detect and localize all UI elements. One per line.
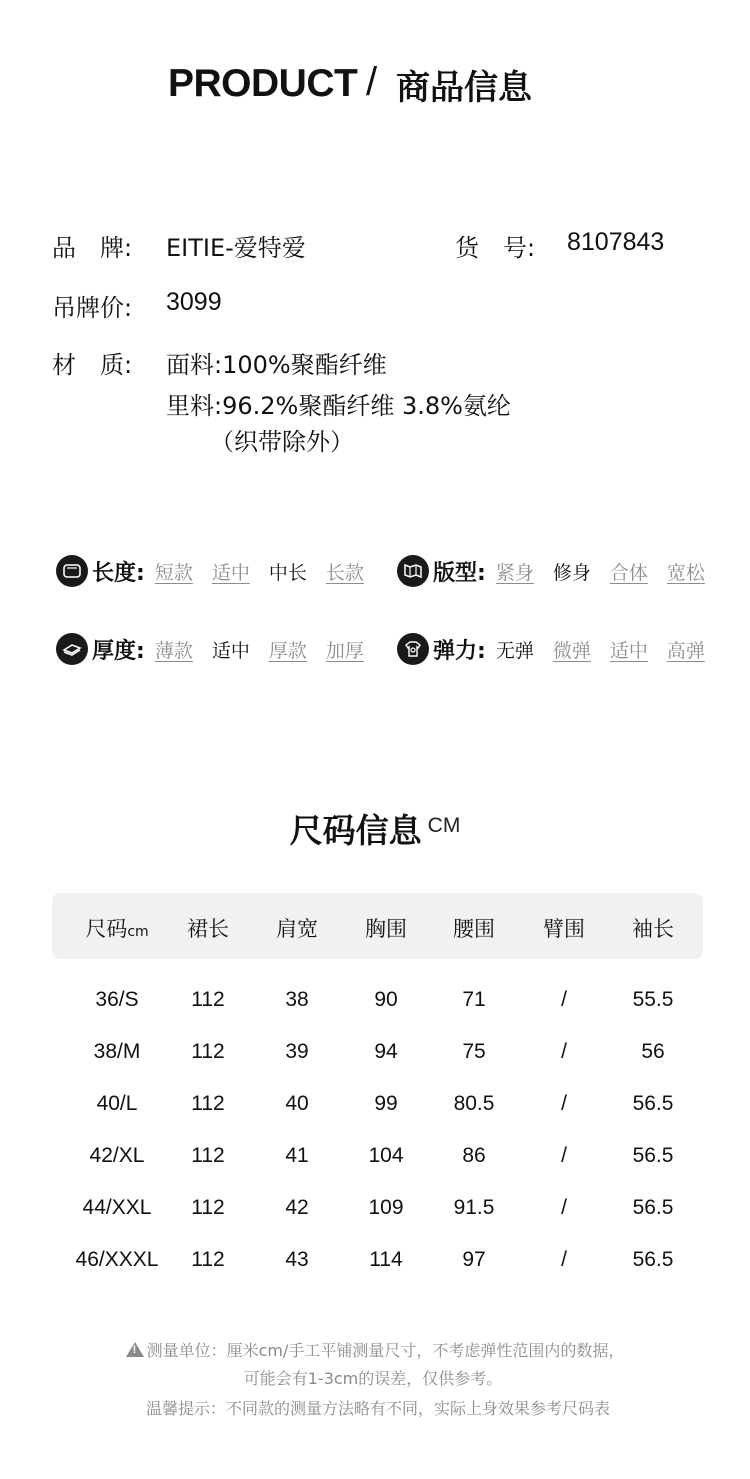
attr-elasticity-name: 弹力: [433,638,486,664]
cell-shoulder: 39 [285,1040,309,1063]
sku-value: 8107843 [567,228,665,256]
material-fabric: 面料:100%聚酯纤维 [166,351,387,379]
cell-size: 40/L [96,1092,138,1115]
elasticity-option-none: 无弹 [495,639,534,662]
cell-bust: 114 [369,1248,403,1271]
section-header [0,58,750,110]
cell-arm: / [561,1144,567,1167]
cell-bust: 90 [374,988,398,1011]
cell-sleeve: 56.5 [632,1196,674,1219]
measure-note: !测量单位：厘米cm/手工平铺测量尺寸，不考虑弹性范围内的数据， [0,1338,750,1361]
cell-skirt-length: 112 [191,1144,225,1167]
attr-length-name: 长度: [92,560,145,586]
attr-thickness-name: 厚度: [92,638,145,664]
cell-waist: 71 [462,988,486,1011]
header-slash: / [366,60,378,104]
cell-size: 38/M [93,1040,141,1063]
cell-bust: 109 [368,1196,404,1219]
header-size: 尺码cm [85,917,149,941]
size-table-header [52,893,703,959]
brand-value: EITIE-爱特爱 [166,234,306,262]
attr-fit-name: 版型: [433,560,486,586]
elasticity-option-medium: 适中 [609,639,648,662]
header-skirt-length: 裙长 [187,917,229,941]
cell-waist: 91.5 [453,1196,495,1219]
cell-skirt-length: 112 [191,1196,225,1219]
cell-waist: 86 [462,1144,486,1167]
attr-fit [397,553,705,589]
cell-waist: 80.5 [453,1092,495,1115]
attr-thickness [56,631,364,667]
cell-sleeve: 56.5 [632,1144,674,1167]
cell-skirt-length: 112 [191,1248,225,1271]
length-option-short: 短款 [154,561,193,584]
cell-bust: 99 [374,1092,398,1115]
cell-size: 46/XXXL [75,1248,159,1271]
header-shoulder: 肩宽 [276,917,318,941]
header-title-cn: 商品信息 [396,68,532,108]
cell-arm: / [561,1092,567,1115]
cell-shoulder: 40 [285,1092,309,1115]
cell-shoulder: 42 [285,1196,309,1219]
thickness-option-thick: 厚款 [268,639,307,662]
tip-note: 温馨提示：不同款的测量方法略有不同，实际上身效果参考尺码表 [146,1399,611,1418]
elasticity-option-slight: 微弹 [552,639,591,662]
elasticity-icon [397,633,429,665]
cell-skirt-length: 112 [191,1092,225,1115]
size-info-unit: CM [427,814,461,837]
cell-size: 44/XXL [82,1196,152,1219]
length-option-midlong: 中长 [268,561,307,584]
header-size-unit: cm [127,924,149,940]
sku-label: 货 号: [455,234,536,262]
cell-sleeve: 56.5 [632,1248,674,1271]
header-sleeve: 袖长 [632,917,674,941]
cell-skirt-length: 112 [191,1040,225,1063]
cell-shoulder: 38 [285,988,309,1011]
fit-shape-icon [397,555,429,587]
garment-length-icon [56,555,88,587]
cell-arm: / [561,1196,567,1219]
header-arm: 臂围 [543,917,585,941]
fit-option-loose: 宽松 [666,561,705,584]
size-info-heading: 尺码信息 [289,811,422,850]
cell-arm: / [561,988,567,1011]
cell-bust: 94 [374,1040,398,1063]
thickness-option-medium: 适中 [211,639,250,662]
thickness-option-thin: 薄款 [154,639,193,662]
attr-length [56,553,364,589]
header-waist: 腰围 [453,917,495,941]
cell-sleeve: 56.5 [632,1092,674,1115]
cell-shoulder: 43 [285,1248,309,1271]
material-note: （织带除外） [210,428,354,456]
header-bust: 胸围 [365,917,407,941]
material-label: 材 质: [52,351,133,379]
fit-option-tight: 紧身 [495,561,534,584]
fit-option-regular: 合体 [609,561,648,584]
header-title-en: PRODUCT [168,62,358,105]
cell-sleeve: 56 [641,1040,665,1063]
cell-arm: / [561,1040,567,1063]
material-lining: 里料:96.2%聚酯纤维 3.8%氨纶 [166,392,511,420]
cell-sleeve: 55.5 [632,988,674,1011]
size-info-title [0,805,750,852]
warning-icon [126,1342,144,1357]
brand-label: 品 牌: [52,234,133,262]
length-option-long: 长款 [325,561,364,584]
price-label: 吊牌价: [52,294,133,322]
cell-shoulder: 41 [285,1144,309,1167]
elasticity-option-high: 高弹 [666,639,705,662]
cell-waist: 97 [462,1248,486,1271]
fit-option-slim: 修身 [552,561,591,584]
cell-size: 36/S [95,988,139,1011]
cell-waist: 75 [462,1040,486,1063]
cell-size: 42/XL [89,1144,145,1167]
length-option-medium: 适中 [211,561,250,584]
fabric-thickness-icon [56,633,88,665]
cell-skirt-length: 112 [191,988,225,1011]
attr-elasticity [397,631,705,667]
price-value: 3099 [166,288,222,316]
thickness-option-extra-thick: 加厚 [325,639,364,662]
cell-arm: / [561,1248,567,1271]
cell-bust: 104 [368,1144,404,1167]
measure-note-2: 可能会有1-3cm的误差，仅供参考。 [243,1369,503,1388]
